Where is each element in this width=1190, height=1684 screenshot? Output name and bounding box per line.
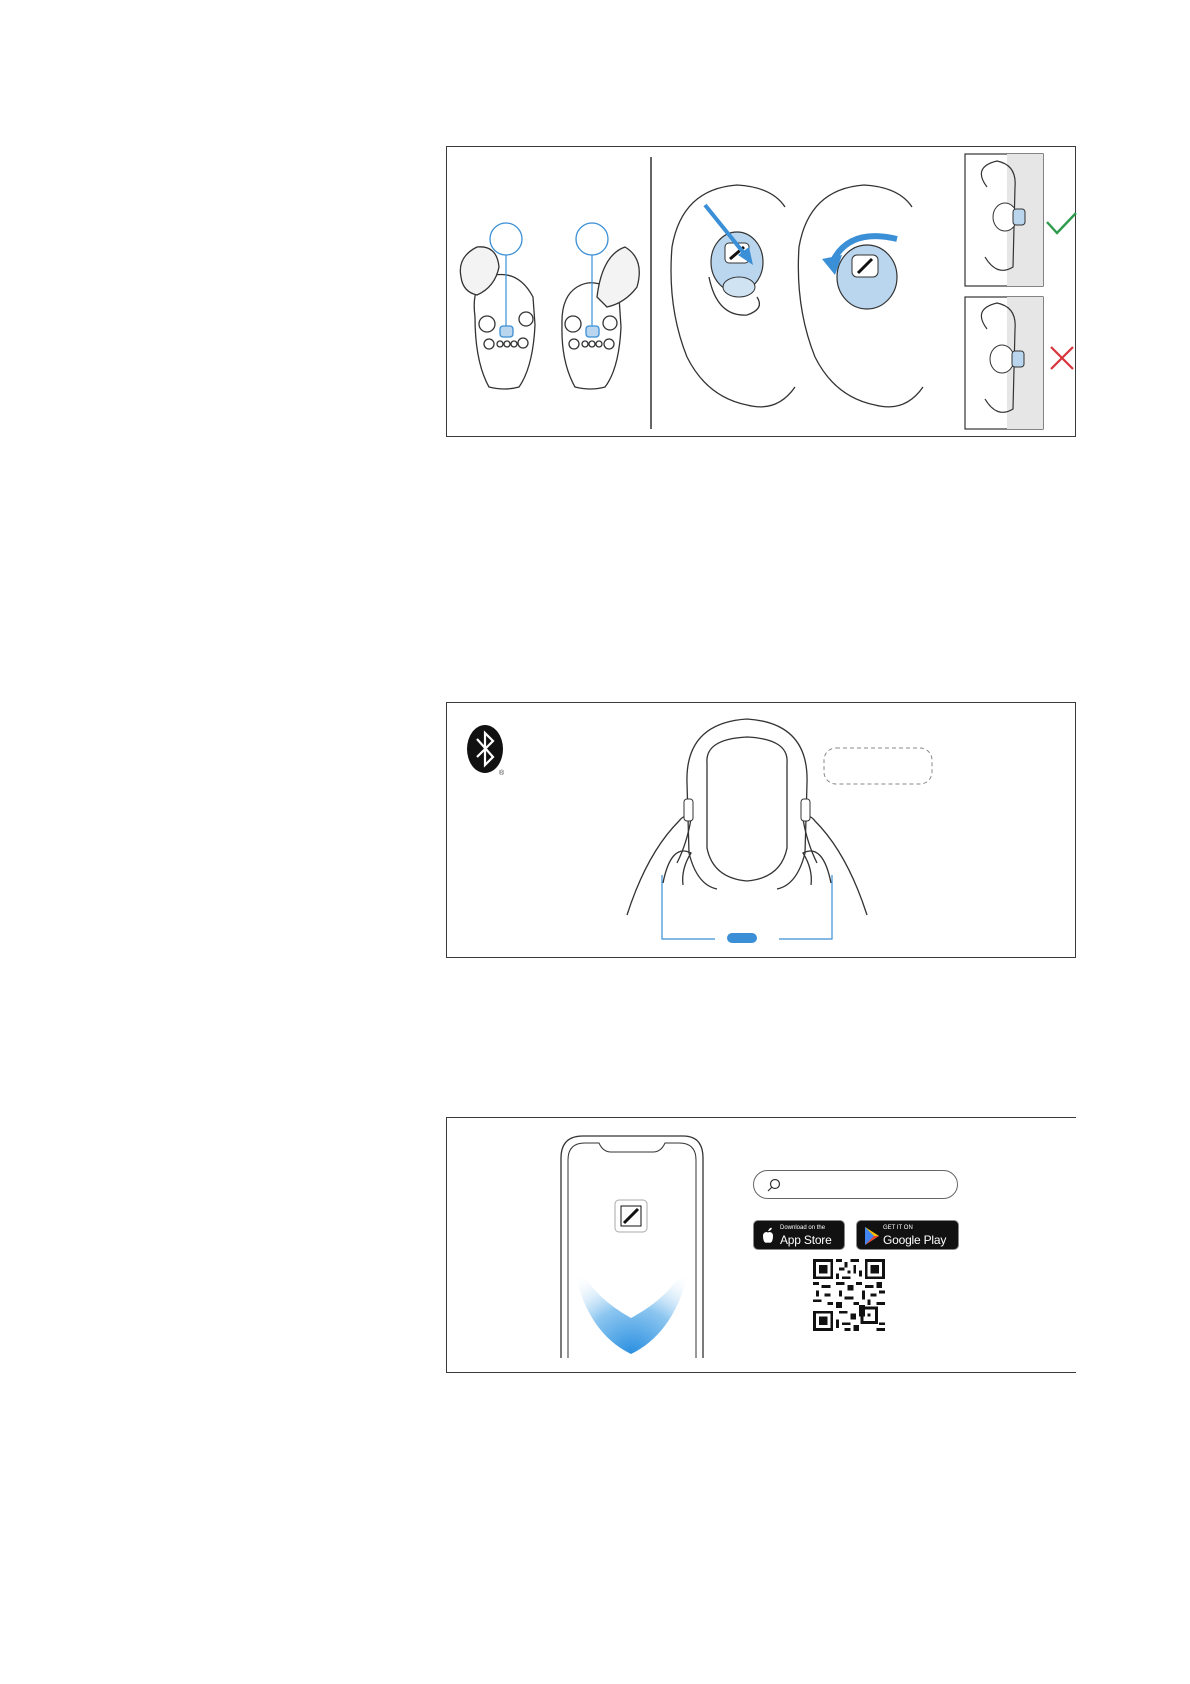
- fitting-illustration-panel: [446, 146, 1076, 437]
- earbud-in-ear-2: [837, 245, 897, 309]
- incorrect-fit-box: [965, 297, 1043, 429]
- play-icon: [863, 1226, 881, 1246]
- head-drawing: [627, 719, 867, 915]
- app-store-small-text: Download on the: [780, 1225, 826, 1231]
- right-marker-circle: [576, 223, 608, 255]
- qr-code: [813, 1259, 885, 1331]
- correct-fit-box: [965, 154, 1043, 286]
- app-store-badge[interactable]: [753, 1220, 845, 1250]
- check-icon: [1047, 213, 1076, 233]
- google-play-badge[interactable]: [856, 1220, 959, 1250]
- pairing-illustration: [447, 703, 1077, 959]
- google-play-big-text: Google Play: [883, 1233, 947, 1247]
- svg-text:®: ®: [499, 770, 505, 777]
- cross-icon: [1051, 347, 1073, 369]
- led-indicator: [727, 933, 757, 943]
- left-marker-circle: [490, 223, 522, 255]
- search-field: [753, 1170, 958, 1199]
- app-store-big-text: App Store: [780, 1233, 832, 1247]
- search-icon: [764, 1175, 784, 1195]
- bluetooth-icon: [467, 725, 505, 777]
- google-play-small-text: GET IT ON: [883, 1225, 913, 1231]
- device-name-placeholder: [824, 748, 932, 784]
- fitting-illustration: [447, 147, 1077, 438]
- pairing-illustration-panel: [446, 702, 1076, 958]
- right-earbud-drawing: [562, 247, 639, 389]
- app-illustration-panel: [446, 1117, 1076, 1373]
- apple-icon: [760, 1227, 776, 1245]
- left-earbud-drawing: [460, 247, 535, 389]
